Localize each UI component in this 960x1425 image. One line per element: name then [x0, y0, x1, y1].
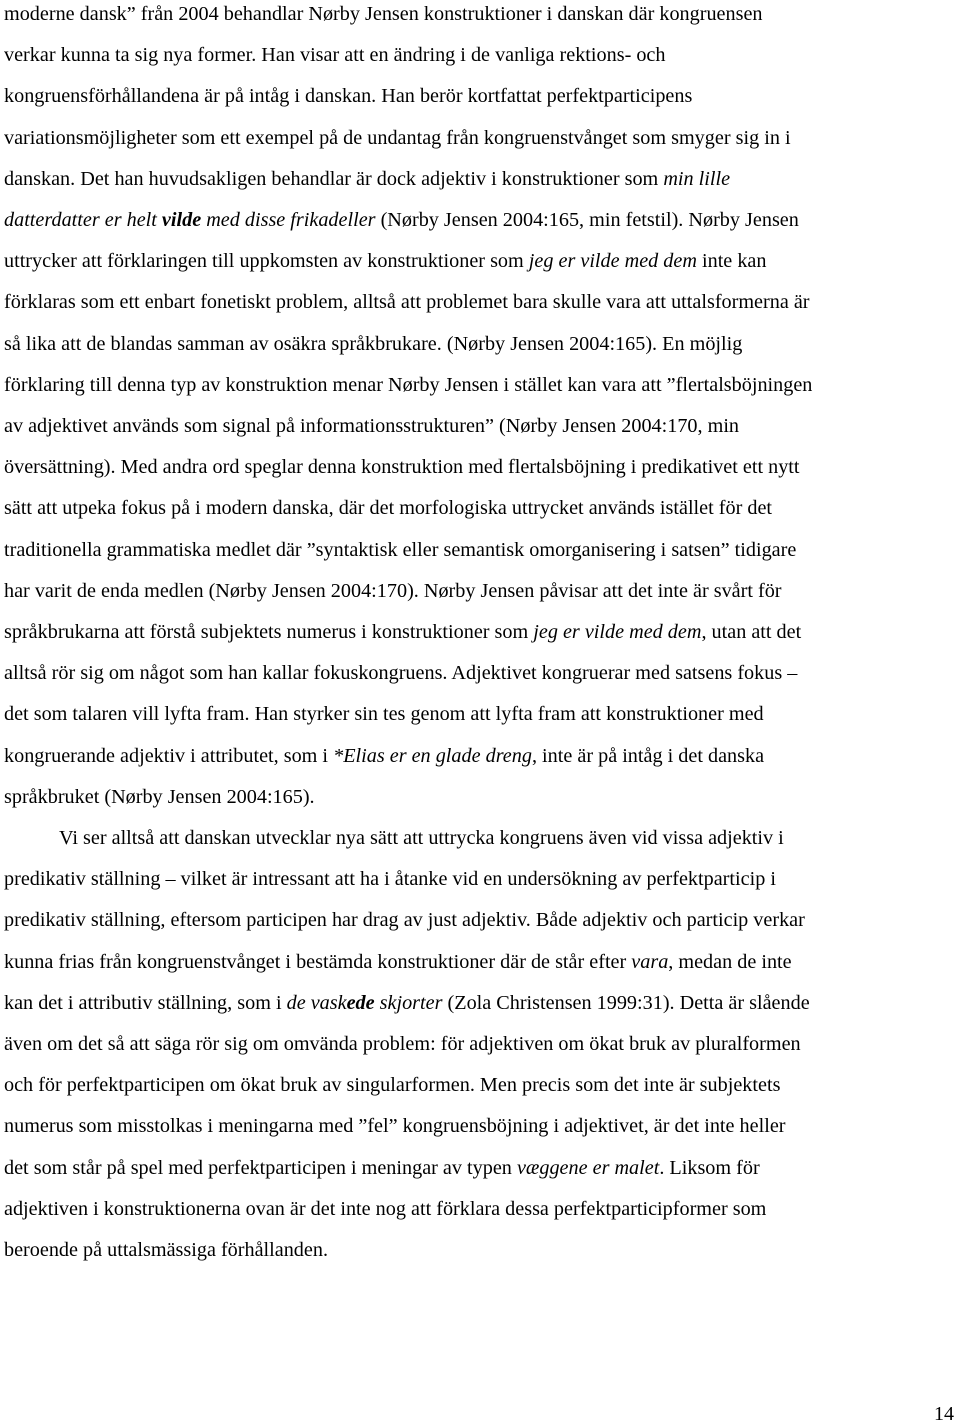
emphasis-text: skjorter	[374, 991, 443, 1014]
text-span: . Liksom för	[659, 1156, 760, 1179]
text-line	[4, 538, 796, 562]
text-line	[4, 785, 315, 809]
text-span: kongruerande adjektiv i attributet, som i	[4, 744, 334, 767]
text-line	[4, 290, 810, 314]
text-line	[4, 373, 812, 397]
text-line	[4, 249, 766, 273]
text-span: förklaras som ett enbart fonetiskt problem, alltså att problemet bara skulle vara att uttalsformerna är	[4, 291, 810, 314]
page-number: 14	[934, 1403, 954, 1425]
text-line	[4, 332, 742, 356]
text-line	[4, 661, 797, 685]
text-line	[4, 702, 764, 726]
text-line	[4, 208, 799, 232]
text-line	[4, 84, 692, 108]
text-span: predikativ ställning, eftersom participen har drag av just adjektiv. Både adjektiv och particip verkar	[4, 909, 805, 932]
text-span: kongruensförhållandena är på intåg i danskan. Han berör kortfattat perfektparticipens	[4, 85, 693, 108]
text-span: även om det så att säga rör sig om omvända problem: för adjektiven om ökat bruk av pluralformen	[4, 1033, 801, 1055]
text-span: , inte är på intåg i det danska	[531, 744, 765, 767]
text-line	[4, 579, 782, 603]
text-line	[4, 1197, 766, 1221]
text-span: , medan de inte	[668, 950, 792, 973]
text-span: (Nørby Jensen 2004:165, min fetstil). Nørby Jensen	[375, 209, 799, 231]
text-span: av adjektivet används som signal på informationsstrukturen” (Nørby Jensen 2004:170, min	[4, 415, 740, 437]
text-line	[4, 744, 764, 768]
text-span: , utan att det	[701, 621, 802, 643]
text-span: moderne dansk” från 2004 behandlar Nørby Jensen konstruktioner i danskan där kongruensen	[4, 3, 763, 25]
text-line	[4, 126, 791, 150]
emphasis-text: med disse frikadeller	[201, 209, 376, 231]
text-span: det som talaren vill lyfta fram. Han styrker sin tes genom att lyfta fram att konstruktioner med	[4, 703, 764, 726]
text-span: adjektiven i konstruktionerna ovan är det inte nog att förklara dessa perfektparticipformer som	[4, 1197, 767, 1220]
text-span: språkbrukarna att förstå subjektets numerus i konstruktioner som	[4, 621, 534, 643]
text-line	[4, 1238, 328, 1262]
text-line	[4, 1156, 760, 1180]
emphasis-text: væggene er malet	[516, 1156, 660, 1179]
text-span: (Zola Christensen 1999:31). Detta är slående	[442, 991, 810, 1014]
text-span: kan det i attributiv ställning, som i	[4, 991, 287, 1014]
text-line	[4, 1032, 801, 1056]
text-span: språkbruket (Nørby Jensen 2004:165).	[4, 785, 315, 808]
text-span: Vi ser alltså att danskan utvecklar nya sätt att uttrycka kongruens även vid vissa adjektiv i	[59, 827, 784, 849]
text-line	[4, 867, 776, 891]
text-line	[4, 2, 763, 26]
text-span: så lika att de blandas samman av osäkra språkbrukare. (Nørby Jensen 2004:165). En möjlig	[4, 332, 743, 355]
text-line	[4, 1073, 780, 1097]
emphasis-text: de vask	[286, 991, 347, 1014]
text-line	[4, 167, 730, 191]
emphasis-text: vara	[631, 950, 669, 973]
emphasis-text: jeg er vilde med dem	[528, 250, 697, 273]
text-span: traditionella grammatiska medlet där ”syntaktisk eller semantisk omorganisering i satsen” tidigare	[4, 538, 797, 561]
text-line	[4, 496, 772, 520]
emphasis-text: min lille	[663, 167, 731, 190]
text-span: det som står på spel med perfektparticipen i meningar av typen	[4, 1156, 517, 1179]
text-span: kunna frias från kongruenstvånget i bestämda konstruktioner där de står efter	[4, 950, 632, 973]
emphasis-text: vilde	[161, 209, 202, 231]
text-span: översättning). Med andra ord speglar denna konstruktion med flertalsböjning i predikativet ett nytt	[4, 456, 800, 479]
text-span: och för perfektparticipen om ökat bruk av singularformen. Men precis som det inte är subjektets	[4, 1074, 781, 1097]
text-span: predikativ ställning – vilket är intressant att ha i åtanke vid en undersökning av perfektparticip i	[4, 868, 776, 891]
text-span: sätt att utpeka fokus på i modern danska, där det morfologiska uttrycket används istället för det	[4, 497, 773, 520]
text-line	[4, 455, 800, 479]
text-line	[4, 414, 739, 438]
emphasis-text: ede	[346, 991, 375, 1014]
emphasis-text: *Elias er en glade dreng	[333, 744, 532, 767]
text-span: beroende på uttalsmässiga förhållanden.	[4, 1239, 329, 1261]
text-span: har varit de enda medlen (Nørby Jensen 2004:170). Nørby Jensen påvisar att det inte är svårt för	[4, 579, 782, 602]
text-span: danskan. Det han huvudsakligen behandlar är dock adjektiv i konstruktioner som	[4, 167, 664, 190]
text-span: numerus som misstolkas i meningarna med ”fel” kongruensböjning i adjektivet, är det inte heller	[4, 1115, 786, 1138]
text-line	[4, 950, 792, 974]
text-line	[59, 826, 784, 850]
text-line	[4, 1114, 786, 1138]
text-span: uttrycker att förklaringen till uppkomsten av konstruktioner som	[4, 250, 529, 273]
text-line	[4, 991, 810, 1015]
text-span: variationsmöjligheter som ett exempel på de undantag från kongruenstvånget som smyger sig in i	[4, 126, 791, 149]
emphasis-text: datterdatter er helt	[4, 209, 162, 231]
text-span: förklaring till denna typ av konstruktion menar Nørby Jensen i stället kan vara att ”flertalsböjningen	[4, 373, 813, 396]
text-line	[4, 620, 801, 644]
text-span: alltså rör sig om något som han kallar fokuskongruens. Adjektivet kongruerar med satsens fokus –	[4, 662, 798, 685]
text-span: verkar kunna ta sig nya former. Han visar att en ändring i de vanliga rektions- och	[4, 44, 666, 67]
text-line	[4, 908, 805, 932]
text-span: inte kan	[696, 250, 767, 273]
text-line	[4, 43, 666, 67]
emphasis-text: jeg er vilde med dem	[533, 621, 702, 643]
